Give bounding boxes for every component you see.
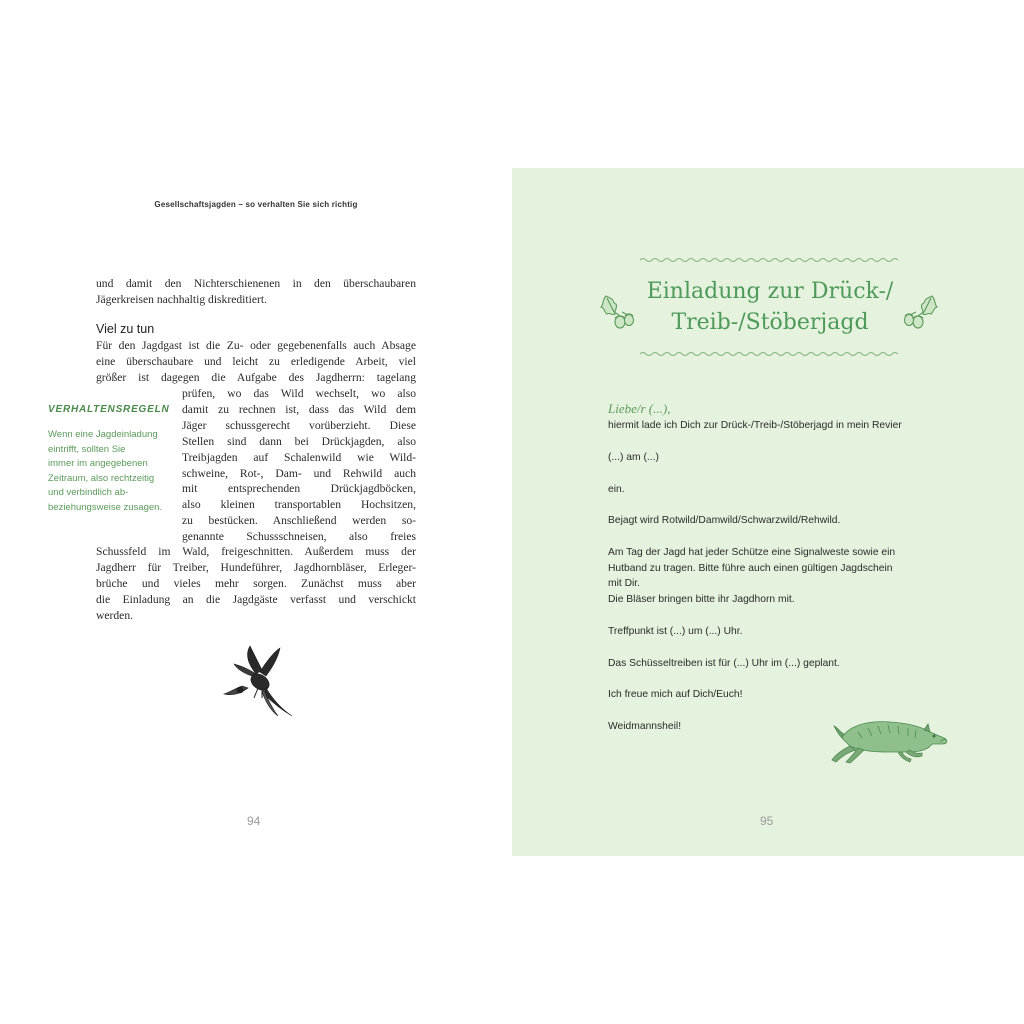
letter-line: Treffpunkt ist (...) um (...) Uhr.: [608, 626, 743, 637]
wavy-divider-bottom: [640, 350, 898, 358]
sidebar-line: immer im angegebenen: [48, 458, 148, 470]
sidebar-line: Wenn eine Jagdeinladung: [48, 429, 158, 440]
text-line: größer ist dagegen die Aufgabe des Jagdherrn: tagelang: [96, 370, 416, 384]
page-number-left: 94: [247, 814, 261, 828]
oak-leaf-acorn-icon: [598, 290, 638, 334]
paragraph-main-bottom: [96, 544, 416, 624]
text-line: Stellen sind dann bei Drückjagden, also: [182, 434, 416, 448]
title-line: Einladung zur Drück-/: [646, 279, 894, 304]
subheading: Viel zu tun: [96, 322, 155, 336]
paragraph-intro: [96, 276, 416, 308]
sidebar-line: Zeitraum, also rechtzeitig: [48, 472, 155, 484]
sidebar-line: und verbindlich ab-: [48, 487, 129, 499]
pheasant-icon: [222, 644, 294, 718]
sidebar-text: [48, 428, 178, 516]
wild-boar-icon: [828, 712, 950, 764]
text-line: eine überschaubare und leicht zu erledigende Arbeit, viel: [96, 354, 416, 368]
wavy-divider-top: [640, 256, 898, 264]
text-line: Für den Jagdgast ist die Zu- oder gegebenenfalls auch Absage: [96, 339, 416, 352]
letter-line: Weidmannsheil!: [608, 721, 682, 732]
oak-leaf-acorn-icon: [900, 290, 940, 334]
text-line: werden.: [96, 608, 134, 622]
text-line: Jägerkreisen nachhaltig diskreditiert.: [96, 292, 267, 306]
letter-line: Ich freue mich auf Dich/Euch!: [608, 689, 743, 700]
salutation: Liebe/r (...),: [608, 401, 671, 416]
letter-line: ein.: [608, 484, 625, 495]
sidebar-title: VERHALTENSREGELN: [48, 404, 170, 415]
text-line: die Einladung an die Jagdgäste verfasst und verschickt: [96, 592, 416, 606]
text-line: Jagdherr für Treiber, Hundeführer, Jagdhornbläser, Erleger-: [96, 560, 416, 574]
page-number-right: 95: [760, 814, 774, 828]
text-line: mit entsprechenden Drückjagdböcken,: [182, 482, 416, 496]
text-line: genannte Schussschneisen, also freies: [182, 530, 416, 544]
text-line: Treibjagden auf Schalenwild wie Wild-: [182, 450, 416, 464]
text-line: brüche und vieles mehr sorgen. Zunächst muss aber: [96, 576, 416, 590]
letter-line: mit Dir.: [608, 578, 641, 589]
letter-line: Am Tag der Jagd hat jeder Schütze eine Signalweste sowie ein: [608, 547, 896, 558]
letter-line: hiermit lade ich Dich zur Drück-/Treib-/Stöberjagd in mein Revier: [608, 420, 902, 431]
paragraph-main-indented: [182, 386, 416, 545]
letter-line: Bejagt wird Rotwild/Damwild/Schwarzwild/Rehwild.: [608, 515, 841, 526]
text-line: Schussfeld im Wald, freigeschnitten. Außerdem muss der: [96, 545, 416, 558]
letter-line: Hutband zu tragen. Bitte führe auch einen gültigen Jagdschein: [608, 563, 893, 574]
text-line: damit zu rechnen ist, dass das Wild dem: [182, 402, 416, 416]
title-line: Treib-/Stöberjagd: [671, 310, 869, 335]
running-head: Gesellschaftsjagden – so verhalten Sie sich richtig: [154, 200, 358, 209]
letter-line: (...) am (...): [608, 452, 659, 463]
text-line: also kleinen transportablen Hochsitzen,: [182, 498, 416, 512]
text-line: Jäger schussgerecht vorüberzieht. Diese: [182, 418, 416, 432]
letter-line: Das Schüsseltreiben ist für (...) Uhr im (...) geplant.: [608, 658, 840, 669]
text-line: und damit den Nichterschienenen in den überschaubaren: [96, 277, 416, 290]
sidebar-line: beziehungsweise zusagen.: [48, 501, 163, 513]
invitation-title: [612, 276, 928, 338]
paragraph-main-top: [96, 338, 416, 386]
letter-line: Die Bläser bringen bitte ihr Jagdhorn mit.: [608, 594, 795, 605]
text-line: prüfen, wo das Wild wechselt, wo also: [182, 387, 416, 400]
sidebar-line: eintrifft, sollten Sie: [48, 443, 126, 455]
text-line: zu bestücken. Anschließend werden so-: [182, 514, 416, 528]
text-line: schweine, Rot-, Dam- und Rehwild auch: [182, 466, 416, 480]
